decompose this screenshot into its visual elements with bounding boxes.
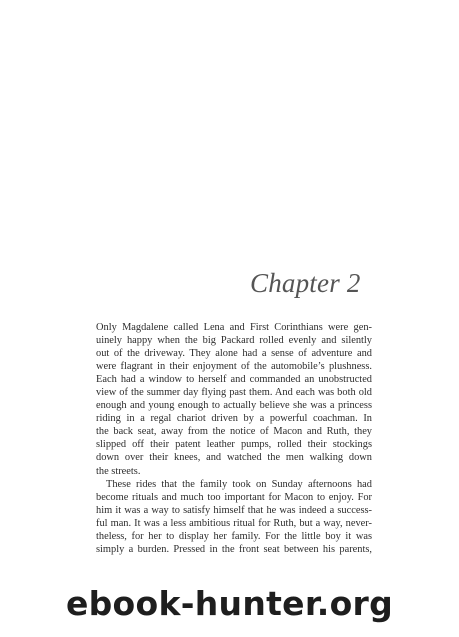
text-line: Each had a window to herself and commanded an unobstructed (96, 374, 372, 386)
text-line: the back seat, away from the notice of Macon and Ruth, they (96, 426, 372, 438)
chapter-title: Chapter 2 (250, 268, 361, 298)
text-line: theless, for her to display her family. For the little boy it was (96, 530, 372, 542)
text-line: the streets. (96, 465, 141, 477)
text-line: down over their knees, and watched the men walking down (96, 452, 372, 464)
text-line: uinely happy when the big Packard rolled evenly and silently (96, 335, 372, 347)
watermark-text: ebook-hunter.org (65, 584, 394, 623)
body-text (96, 321, 372, 556)
text-line: ful man. It was a less ambitious ritual for Ruth, but a way, never- (96, 517, 372, 529)
text-line: out of the driveway. They alone had a sense of adventure and (96, 348, 372, 360)
text-line: slipped off their patent leather pumps, rolled their stockings (96, 439, 372, 451)
text-line: become rituals and much too important for Macon to enjoy. For (96, 491, 372, 503)
text-line: Only Magdalene called Lena and First Corinthians were gen- (96, 322, 372, 333)
text-line: riding in a regal chariot driven by a powerful coachman. In (96, 413, 372, 425)
text-line: These rides that the family took on Sunday afternoons had (106, 478, 372, 490)
text-line: enough and young enough to actually believe she was a princess (96, 400, 372, 412)
text-line: were flagrant in their enjoyment of the automobile’s plushness. (96, 361, 372, 373)
text-line: him it was a way to satisfy himself that he was indeed a success- (96, 504, 372, 516)
text-line: simply a burden. Pressed in the front seat between his parents, (96, 543, 372, 555)
text-line: view of the summer day flying past them. And each was both old (96, 387, 372, 399)
